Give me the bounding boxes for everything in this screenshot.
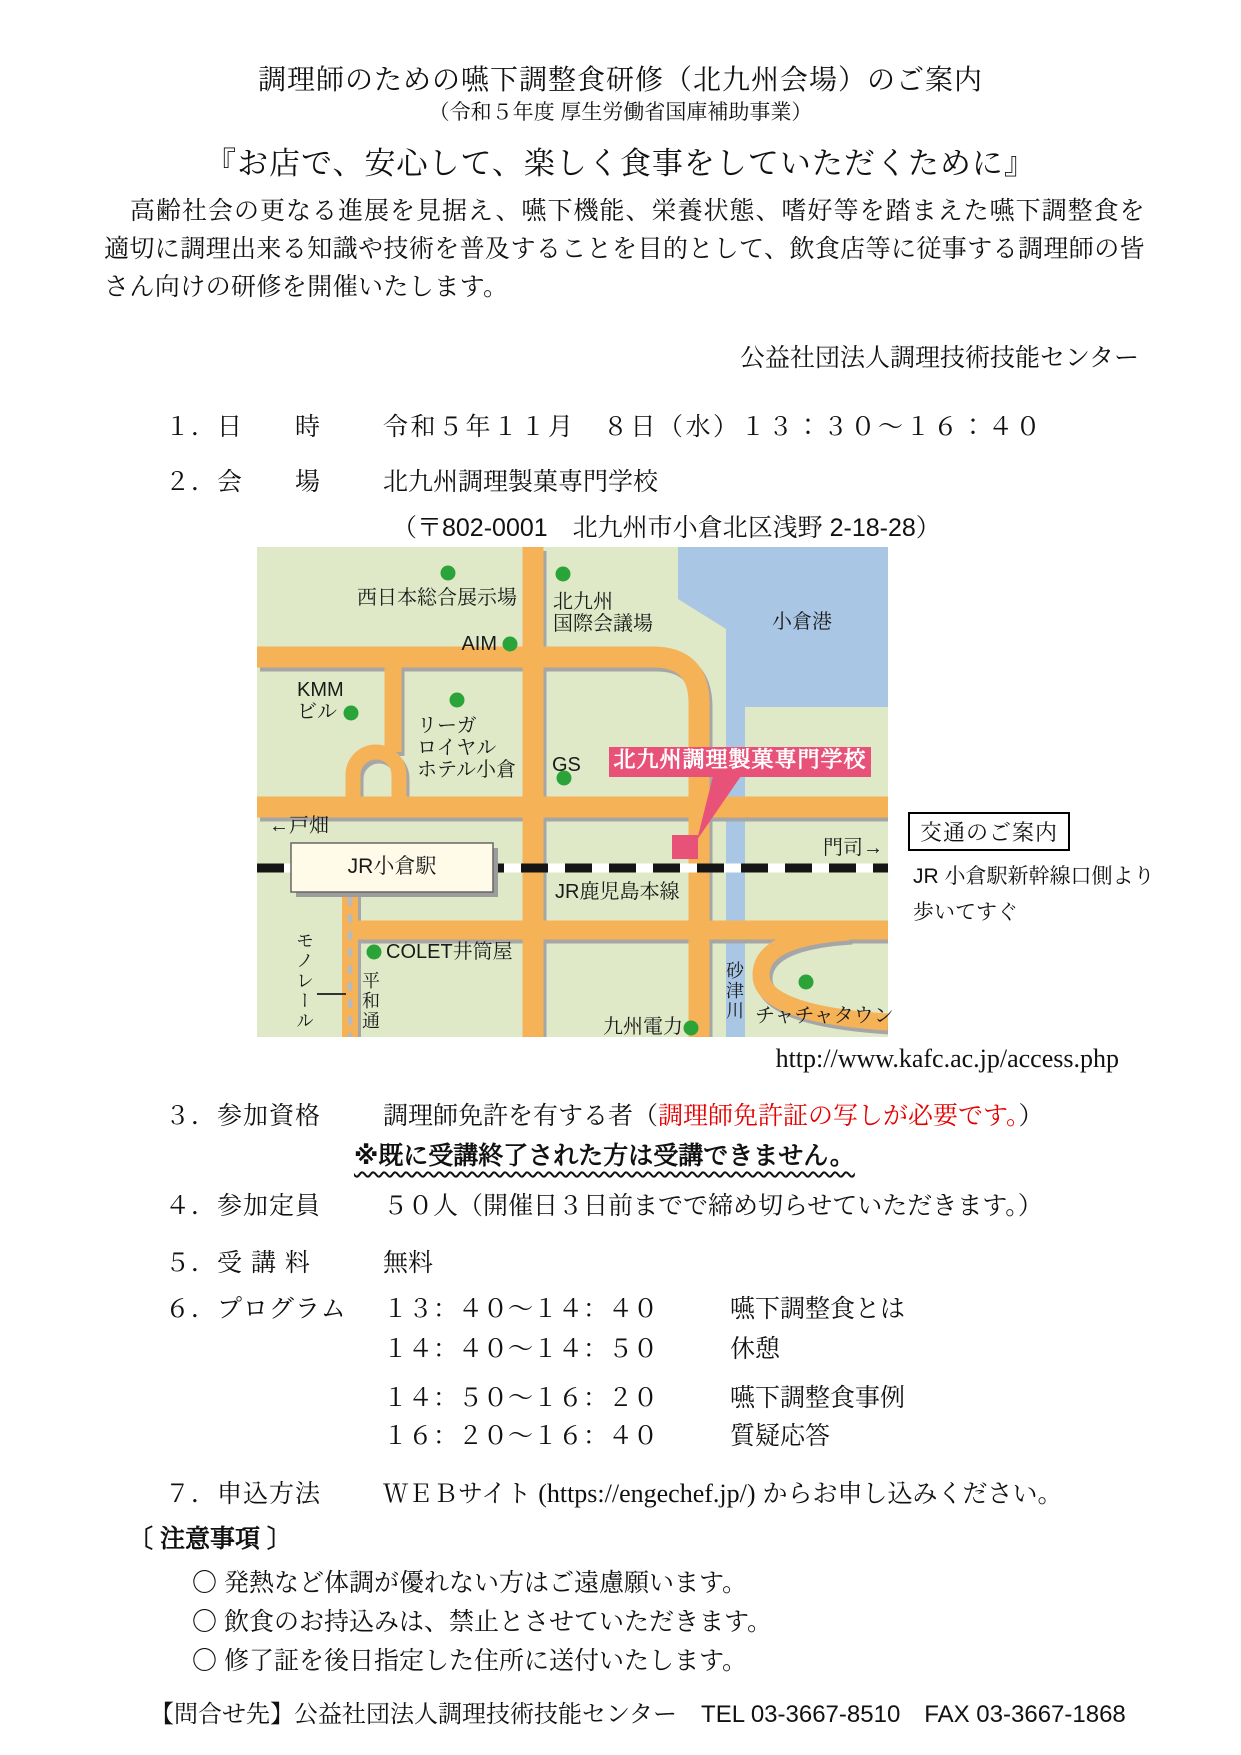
item4-label: ４．参加定員 [165, 1192, 322, 1220]
notice-bullet: 〇 修了証を後日指定した住所に送付いたします。 [192, 1647, 747, 1675]
program-row-time: １３：４０～１４：４０ [383, 1295, 659, 1323]
dot-rihga [450, 693, 465, 708]
map-label-kmm: KMM [297, 679, 344, 701]
map-label-sunatsu-river: 砂津川 [724, 961, 744, 1021]
notice-bullet: 〇 発熱など体調が優れない方はご遠慮願います。 [192, 1569, 747, 1597]
dot-chacha [799, 975, 814, 990]
map-label-gs: GS [552, 754, 581, 776]
school-banner-label: 北九州調理製菓専門学校 [613, 747, 867, 772]
map-label-kyuden: 九州電力 [603, 1016, 683, 1038]
map-label-kokura-port: 小倉港 [772, 611, 832, 633]
page-subtitle: （令和５年度 厚生労働省国庫補助事業） [428, 101, 813, 124]
map-label-station: JR小倉駅 [347, 855, 437, 878]
item1-label: １．日 時 [165, 413, 322, 441]
map-label-colet: COLET井筒屋 [386, 941, 513, 963]
program-row-desc: 嚥下調整食事例 [730, 1384, 906, 1412]
program-row-desc: 嚥下調整食とは [730, 1295, 906, 1323]
access-line-2: 歩いてすぐ [913, 901, 1018, 924]
item1-value: 令和５年１１月 ８日（水）１３：３０～１６：４０ [383, 413, 1044, 441]
school-marker-square [672, 835, 698, 859]
program-row-desc: 休憩 [730, 1335, 781, 1363]
access-info-box: 交通のご案内 [908, 812, 1070, 851]
map-label-tobata: ←戸畑 [269, 815, 329, 837]
map-label-moji: 門司→ [823, 837, 883, 859]
page-title: 調理師のための嚥下調整食研修（北九州会場）のご案内 [257, 64, 983, 95]
dot-colet [367, 945, 382, 960]
dot-aim [503, 637, 518, 652]
item3-value [383, 1096, 1044, 1132]
item7-label: ７．申込方法 [165, 1480, 322, 1508]
map-label-heiwadori: 平和通 [360, 971, 380, 1031]
map-label-kitakyushu: 北九州 [553, 591, 613, 613]
item4-value: ５０人（開催日３日前までで締め切らせていただきます。） [383, 1192, 1043, 1220]
contact-footer: 【問合せ先】公益社団法人調理技術技能センター TEL 03-3667-8510 FAX 03-3667-1868 [150, 1701, 1126, 1728]
map-label-chacha-town: チャチャタウン [755, 1005, 894, 1027]
intro-paragraph: 高齢社会の更なる進展を見据え、嚥下機能、栄養状態、嗜好等を踏まえた嚥下調整食を適切に調理出来る知識や技術を普及することを目的として、飲食店等に従事する調理師の皆さん向けの研修を開催いたします。 [104, 197, 1145, 301]
map-label-aim: AIM [461, 633, 497, 655]
item6-label: ６．プログラム [165, 1295, 347, 1323]
item2-value: 北九州調理製菓専門学校 [383, 468, 659, 496]
item5-label: ５．受 講 料 [165, 1249, 311, 1277]
venue-address: （〒802-0001 北九州市小倉北区浅野 2-18-28） [392, 514, 941, 542]
item3-value-pre: 調理師免許を有する者（ [383, 1102, 659, 1130]
item3-label: ３．参加資格 [165, 1102, 322, 1130]
map-label-kmm-biru: ビル [297, 701, 337, 723]
item7-value-pre: ＷＥＢサイト [383, 1480, 539, 1508]
dot-kokusai-kaigijo [556, 567, 571, 582]
program-row-time: １４：５０～１６：２０ [383, 1384, 659, 1412]
application-url[interactable]: (https://engechef.jp/) [538, 1479, 756, 1508]
notice-heading: 〔 注意事項 〕 [128, 1525, 292, 1553]
program-row-time: １４：４０～１４：５０ [383, 1335, 659, 1363]
map-label-rihga1: リーガ [417, 715, 477, 737]
program-row-time: １６：２０～１６：４０ [383, 1422, 659, 1450]
item2-label: ２．会 場 [165, 468, 322, 496]
dot-kyuden [684, 1021, 699, 1036]
organization-name: 公益社団法人調理技術技能センター [739, 344, 1139, 372]
map-access-url[interactable]: http://www.kafc.ac.jp/access.php [775, 1044, 1119, 1073]
map-label-kokusai-kaigijo: 国際会議場 [553, 613, 653, 635]
map-label-nishinihon: 西日本総合展示場 [357, 587, 517, 609]
map-label-monorail: モノレール [294, 931, 314, 1031]
access-map [257, 547, 894, 1038]
map-label-rihga3: ホテル小倉 [417, 759, 516, 781]
item7-value [383, 1474, 1062, 1510]
item3-value-post: ） [1018, 1102, 1044, 1130]
item3-value-red: 調理師免許証の写しが必要です。 [658, 1102, 1019, 1130]
map-label-jr-line: JR鹿児島本線 [555, 881, 680, 903]
item5-value: 無料 [383, 1249, 434, 1277]
map-label-rihga2: ロイヤル [417, 737, 497, 759]
qualification-note: ※既に受講終了された方は受講できません。 [354, 1142, 855, 1170]
dot-nishinihon [441, 566, 456, 581]
dot-kmm [344, 706, 359, 721]
notice-bullet: 〇 飲食のお持込みは、禁止とさせていただきます。 [192, 1608, 772, 1636]
access-line-1: JR 小倉駅新幹線口側より [913, 865, 1155, 888]
item7-value-post: からお申し込みください。 [755, 1480, 1063, 1508]
slogan-line: 『お店で、安心して、楽しく食事をしていただくために』 [205, 146, 1036, 181]
program-row-desc: 質疑応答 [730, 1422, 831, 1450]
